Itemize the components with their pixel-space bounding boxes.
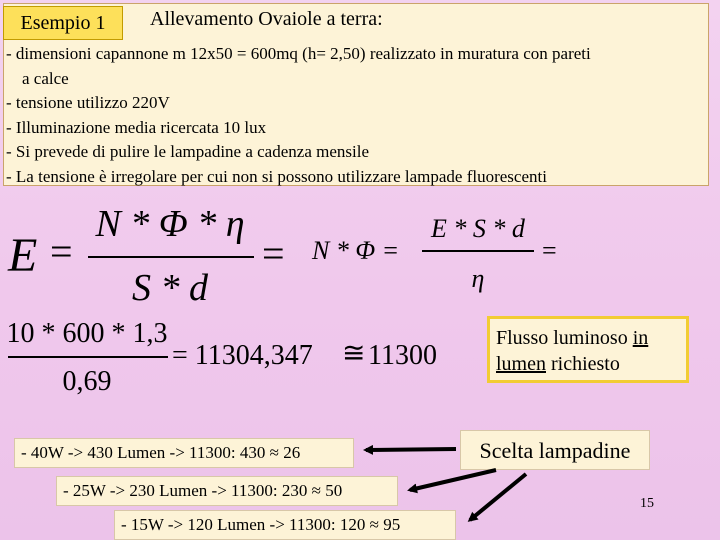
formula-numerator-2: E * S * d: [431, 214, 525, 243]
approx-symbol: ≅: [342, 338, 366, 369]
formula-numerator: N * Φ * η: [95, 203, 245, 245]
callout-underline: in: [632, 327, 649, 349]
callout-text: Flusso luminoso: [496, 327, 633, 349]
condition-line: - La tensione è irregolare per cui non si possono utilizzare lampade fluorescenti: [6, 166, 547, 186]
choice-title: Scelta lampadine: [460, 430, 650, 470]
example-tag: Esempio 1: [3, 6, 123, 40]
condition-line: - dimensioni capannone m 12x50 = 600mq (h= 2,50) realizzato in muratura con pareti: [6, 44, 591, 63]
callout-text: richiesto: [546, 353, 620, 375]
arrow-to-40w: [366, 449, 456, 450]
condition-line: - Si prevede di pulire le lampadine a cadenza mensile: [6, 142, 369, 161]
arrow-to-15w: [470, 474, 526, 520]
slide-title: Allevamento Ovaiole a terra:: [150, 8, 383, 30]
formula-flux: N * Φ =: [312, 236, 400, 265]
computation-numerator: 10 * 600 * 1,3: [6, 318, 168, 349]
choice-25w: - 25W -> 230 Lumen -> 11300: 230 ≈ 50: [56, 476, 398, 506]
arrow-to-25w: [410, 470, 496, 490]
page-number: 15: [640, 496, 654, 511]
computation-result: = 11304,347: [172, 340, 313, 371]
formula-equals: =: [50, 229, 73, 274]
condition-line: - tensione utilizzo 220V: [6, 93, 170, 112]
condition-line: a calce: [22, 68, 69, 88]
callout-underline: lumen: [496, 353, 546, 375]
computation-rounded: 11300: [368, 340, 437, 371]
formula-denominator-2: η: [471, 264, 485, 293]
formula-equals: =: [262, 231, 285, 276]
computation-denominator: 0,69: [62, 366, 112, 397]
choice-40w: - 40W -> 430 Lumen -> 11300: 430 ≈ 26: [14, 438, 354, 468]
formula-lhs: E: [8, 229, 38, 282]
condition-line: - Illuminazione media ricercata 10 lux: [6, 117, 267, 137]
formula-denominator: S * d: [132, 267, 208, 309]
choice-15w: - 15W -> 120 Lumen -> 11300: 120 ≈ 95: [114, 510, 456, 540]
formula-equals: =: [542, 236, 557, 265]
